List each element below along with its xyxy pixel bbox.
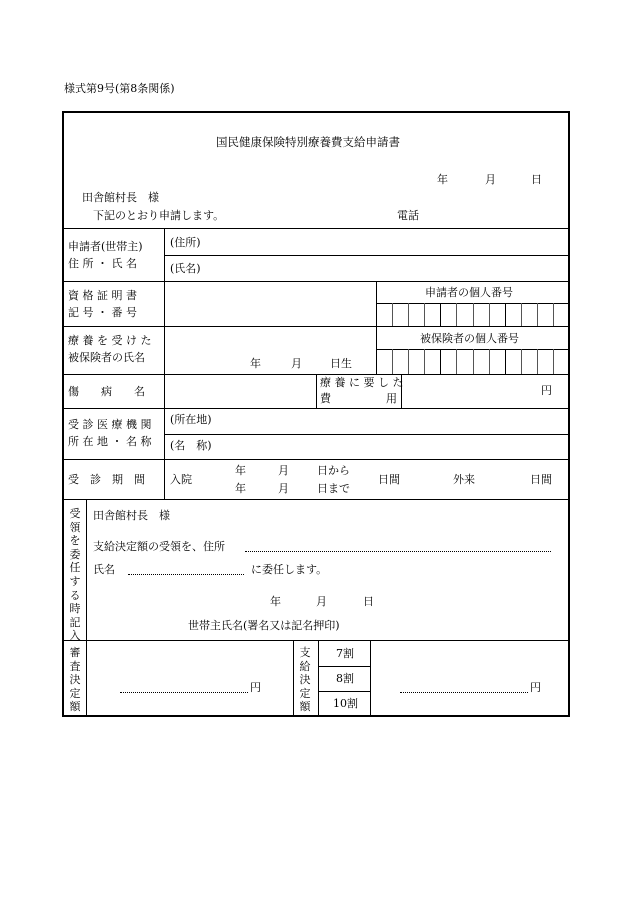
digit-box-divider bbox=[456, 303, 457, 326]
rate-divider bbox=[318, 666, 370, 667]
payment-yen: 円 bbox=[530, 681, 541, 694]
row-divider bbox=[63, 228, 569, 229]
from-month: 月 bbox=[278, 464, 289, 477]
review-vertical-label: 審査決定額 bbox=[69, 646, 81, 714]
delegate-name-label: 氏名 bbox=[93, 563, 115, 576]
payment-vertical-label: 支給決定額 bbox=[299, 646, 311, 714]
column-divider bbox=[370, 640, 371, 716]
row-divider bbox=[63, 499, 569, 500]
to-day: 日まで bbox=[317, 482, 350, 495]
cost-label: 費 用 bbox=[320, 392, 397, 405]
outpatient-label: 外来 bbox=[453, 473, 475, 486]
digit-box-divider bbox=[392, 303, 393, 326]
form-number: 様式第9号(第8条関係) bbox=[64, 82, 175, 95]
date-day: 日 bbox=[531, 173, 542, 186]
addressee: 田舎館村長 様 bbox=[82, 191, 159, 204]
patient-label: 被保険者の氏名 bbox=[68, 351, 145, 364]
digit-box-divider bbox=[521, 303, 522, 326]
applicant-label: 申請者(世帯主) bbox=[68, 240, 143, 253]
delegation-addressee: 田舎館村長 様 bbox=[93, 509, 170, 522]
signature-label[interactable]: 世帯主氏名(署名又は記名押印) bbox=[188, 619, 340, 632]
inpatient-label: 入院 bbox=[170, 473, 192, 486]
delegate-text: に委任します。 bbox=[251, 563, 328, 576]
digit-box-divider bbox=[537, 349, 538, 374]
row-divider bbox=[63, 326, 569, 327]
digit-box-divider bbox=[489, 303, 490, 326]
date-month: 月 bbox=[485, 173, 496, 186]
digit-box-divider bbox=[553, 349, 554, 374]
form-title: 国民健康保険特別療養費支給申請書 bbox=[216, 135, 400, 149]
vertical-label-divider bbox=[86, 499, 87, 716]
to-year: 年 bbox=[235, 482, 246, 495]
digit-box-divider bbox=[505, 303, 506, 326]
label-column-divider bbox=[164, 228, 165, 499]
column-divider bbox=[318, 640, 319, 716]
period-label: 受 診 期 間 bbox=[68, 473, 145, 486]
rate-option[interactable]: 8割 bbox=[336, 672, 354, 685]
column-divider bbox=[316, 374, 317, 408]
delegation-year: 年 bbox=[270, 595, 281, 608]
delegation-day: 日 bbox=[363, 595, 374, 608]
delegation-month: 月 bbox=[316, 595, 327, 608]
institution-name-field[interactable]: (名 称) bbox=[170, 439, 212, 452]
institution-label: 所 在 地 ・ 名 称 bbox=[68, 435, 152, 448]
rate-divider bbox=[318, 691, 370, 692]
patient-label: 療 養 を 受 け た bbox=[68, 334, 152, 347]
digit-box-divider bbox=[505, 349, 506, 374]
certificate-label: 記 号 ・ 番 号 bbox=[68, 306, 137, 319]
row-divider bbox=[63, 459, 569, 460]
digit-box-divider bbox=[392, 349, 393, 374]
digit-box-divider bbox=[408, 303, 409, 326]
outpatient-days: 日間 bbox=[530, 473, 552, 486]
digit-box-divider bbox=[424, 303, 425, 326]
delegation-text: 支給決定額の受領を、住所 bbox=[93, 540, 225, 553]
certificate-label: 資 格 証 明 書 bbox=[68, 289, 137, 302]
cost-label: 療 養 に 要 し た bbox=[320, 376, 404, 389]
row-divider bbox=[63, 408, 569, 409]
institution-location-field[interactable]: (所在地) bbox=[170, 413, 212, 426]
digit-box-divider bbox=[424, 349, 425, 374]
from-year: 年 bbox=[235, 464, 246, 477]
rate-option[interactable]: 10割 bbox=[333, 697, 358, 710]
cost-yen: 円 bbox=[541, 384, 552, 397]
column-divider bbox=[293, 640, 294, 716]
delegate-address-line[interactable] bbox=[245, 551, 551, 552]
date-year: 年 bbox=[437, 173, 448, 186]
digit-box-divider bbox=[553, 303, 554, 326]
birth-month: 月 bbox=[291, 357, 302, 370]
review-yen: 円 bbox=[250, 681, 261, 694]
digit-box-divider bbox=[456, 349, 457, 374]
rate-option[interactable]: 7割 bbox=[336, 647, 354, 660]
digit-box-divider bbox=[473, 303, 474, 326]
inpatient-days: 日間 bbox=[378, 473, 400, 486]
payment-amount-line[interactable] bbox=[400, 692, 528, 693]
institution-label: 受 診 医 療 機 関 bbox=[68, 418, 152, 431]
applicant-address-field[interactable]: (住所) bbox=[170, 236, 201, 249]
digit-box-divider bbox=[440, 303, 441, 326]
column-divider bbox=[376, 326, 377, 374]
row-subdivider bbox=[164, 434, 569, 435]
applicant-name-field[interactable]: (氏名) bbox=[170, 262, 201, 275]
from-day: 日から bbox=[317, 464, 350, 477]
to-month: 月 bbox=[278, 482, 289, 495]
digit-box-divider bbox=[473, 349, 474, 374]
digit-box-divider bbox=[408, 349, 409, 374]
digit-box-divider bbox=[489, 349, 490, 374]
phone-label[interactable]: 電話 bbox=[397, 209, 419, 222]
patient-mynumber-label: 被保険者の個人番号 bbox=[420, 332, 519, 345]
applicant-label: 住 所 ・ 氏 名 bbox=[68, 257, 137, 270]
applicant-mynumber-label: 申請者の個人番号 bbox=[425, 286, 513, 299]
digit-box-divider bbox=[521, 349, 522, 374]
row-divider bbox=[63, 640, 569, 641]
review-amount-line[interactable] bbox=[120, 692, 248, 693]
request-text: 下記のとおり申請します。 bbox=[93, 209, 225, 222]
delegate-name-line[interactable] bbox=[128, 574, 244, 575]
digit-box-divider bbox=[440, 349, 441, 374]
row-subdivider bbox=[164, 255, 569, 256]
disease-label: 傷 病 名 bbox=[68, 385, 145, 398]
digit-box-divider bbox=[537, 303, 538, 326]
birth-year: 年 bbox=[250, 357, 261, 370]
delegation-vertical-label: 受領を委任する時記入 bbox=[69, 507, 81, 643]
birth-day: 日生 bbox=[330, 357, 352, 370]
row-divider bbox=[63, 281, 569, 282]
